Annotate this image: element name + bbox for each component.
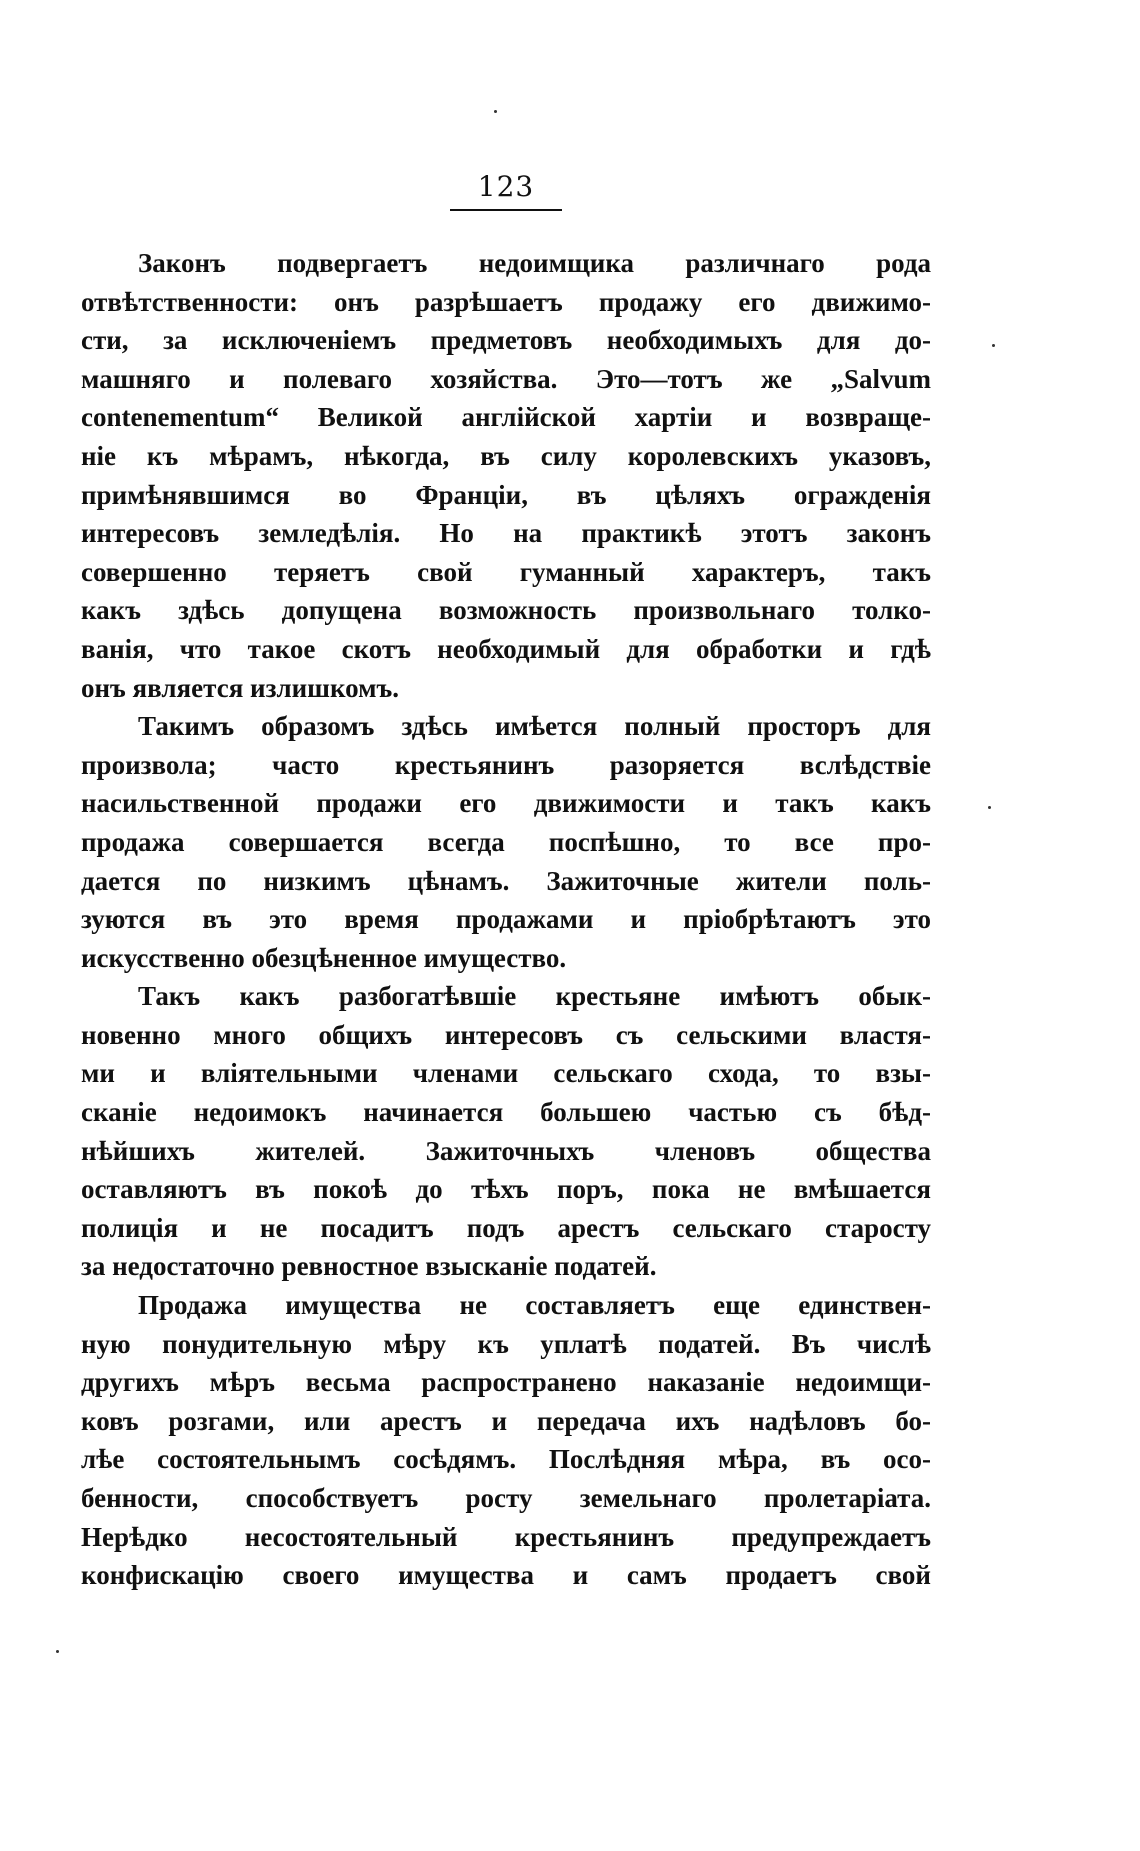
scan-speck [56, 1650, 59, 1653]
text-line: примѣнявшимся во Франціи, въ цѣляхъ огражденія [81, 479, 931, 510]
paragraph-1 [81, 244, 931, 707]
paragraph-3 [81, 977, 931, 1286]
text-line: продажа совершается всегда поспѣшно, то все про- [81, 826, 931, 857]
text-line: другихъ мѣръ весьма распространено наказаніе недоимщи- [81, 1367, 931, 1398]
scan-speck [988, 806, 991, 809]
text-line: зуются въ это время продажами и пріобрѣтаютъ это [81, 904, 931, 935]
text-line: дается по низкимъ цѣнамъ. Зажиточные жители поль- [81, 865, 931, 896]
text-line: насильственной продажи его движимости и такъ какъ [81, 788, 931, 819]
text-line: contenementum“ Великой англійской хартіи и возвраще- [81, 402, 931, 433]
text-line: бенности, способствуетъ росту земельнаго пролетаріата. [81, 1483, 931, 1513]
text-line: сти, за исключеніемъ предметовъ необходимыхъ для до- [81, 325, 931, 356]
text-line: новенно много общихъ интересовъ съ сельскими властя- [81, 1019, 931, 1050]
text-line: ніе къ мѣрамъ, нѣкогда, въ силу королевскихъ указовъ, [81, 440, 931, 471]
paragraph-4 [81, 1286, 931, 1595]
text-line: Продажа имущества не составляетъ еще единствен- [138, 1290, 931, 1321]
text-line: полиція и не посадитъ подъ арестъ сельскаго старосту [81, 1212, 931, 1243]
text-line: за недостаточно ревностное взысканіе податей. [81, 1251, 657, 1282]
text-line: Законъ подвергаетъ недоимщика различнаго рода [138, 248, 931, 278]
page-number: 123 [477, 170, 535, 203]
text-line: какъ здѣсь допущена возможность произвольнаго толко- [81, 595, 931, 626]
text-line: машняго и полеваго хозяйства. Это—тотъ же „Salvum [81, 363, 931, 394]
page-number-rule [450, 209, 562, 211]
text-line: произвола; часто крестьянинъ разоряется вслѣдствіе [81, 749, 931, 780]
scan-speck [992, 344, 995, 347]
text-line: Такимъ образомъ здѣсь имѣется полный просторъ для [138, 711, 931, 742]
text-line: Нерѣдко несостоятельный крестьянинъ предупреждаетъ [81, 1521, 931, 1552]
text-line: лѣе состоятельнымъ сосѣдямъ. Послѣдняя мѣра, въ осо- [81, 1444, 931, 1475]
text-line: ковъ розгами, или арестъ и передача ихъ надѣловъ бо- [81, 1405, 931, 1436]
paragraph-2 [81, 707, 931, 977]
text-line: онъ является излишкомъ. [81, 672, 400, 703]
scan-speck [494, 110, 497, 113]
text-line: сканіе недоимокъ начинается большею частью съ бѣд- [81, 1097, 931, 1128]
text-line: ми и вліятельными членами сельскаго схода, то взы- [81, 1058, 931, 1089]
text-line: конфискацію своего имущества и самъ продаетъ свой [81, 1560, 931, 1591]
text-line: совершенно теряетъ свой гуманный характеръ, такъ [81, 556, 931, 587]
text-line: отвѣтственности: онъ разрѣшаетъ продажу его движимо- [81, 286, 931, 317]
text-line: ванія, что такое скотъ необходимый для обработки и гдѣ [81, 633, 931, 664]
text-line: нѣйшихъ жителей. Зажиточныхъ членовъ общества [81, 1135, 931, 1166]
text-line: оставляютъ въ покоѣ до тѣхъ поръ, пока не вмѣшается [81, 1174, 931, 1205]
text-line: интересовъ земледѣлія. Но на практикѣ этотъ законъ [81, 518, 931, 549]
text-line: искусственно обезцѣненное имущество. [81, 942, 567, 973]
text-line: ную понудительную мѣру къ уплатѣ податей. Въ числѣ [81, 1328, 931, 1359]
text-line: Такъ какъ разбогатѣвшіе крестьяне имѣютъ обык- [138, 981, 931, 1012]
body-text [81, 244, 931, 1595]
